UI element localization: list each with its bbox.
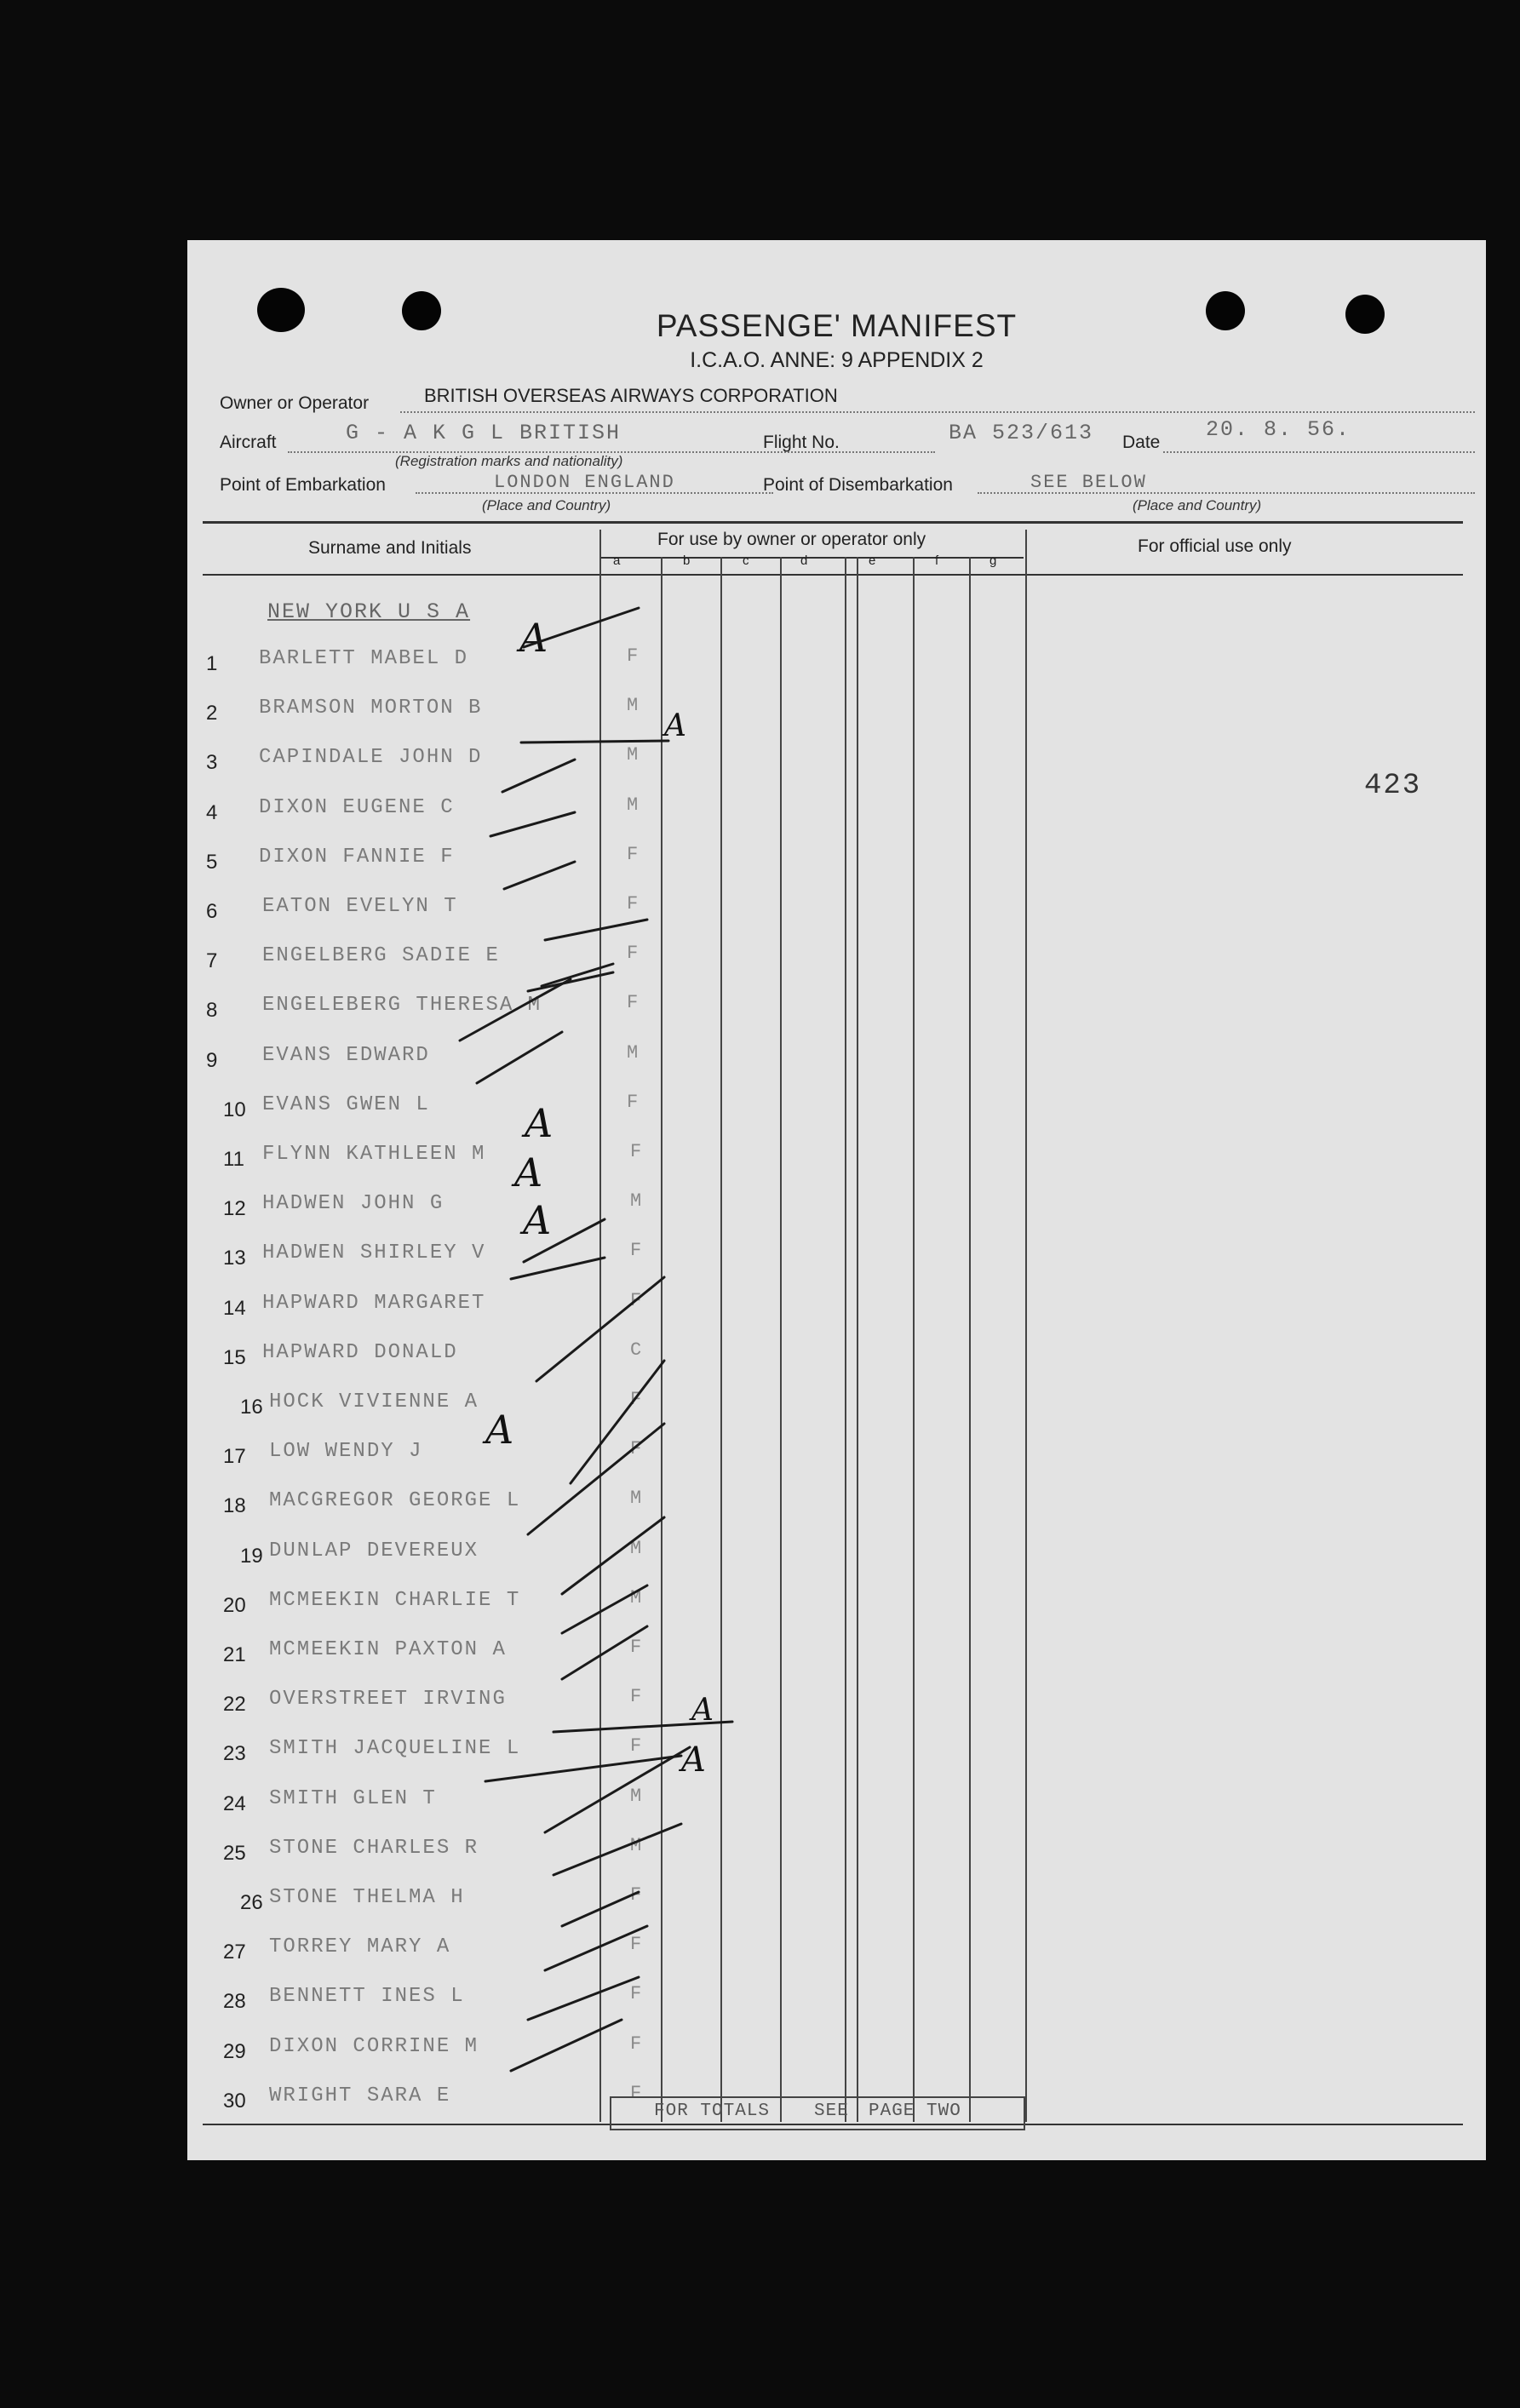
passenger-number: 15 bbox=[223, 1346, 246, 1369]
passenger-name: HOCK VIVIENNE A bbox=[269, 1390, 479, 1413]
passenger-number: 19 bbox=[240, 1545, 263, 1568]
passenger-name: HADWEN SHIRLEY V bbox=[262, 1241, 486, 1264]
passenger-name: BARLETT MABEL D bbox=[259, 647, 469, 670]
passenger-sex: M bbox=[630, 1587, 642, 1608]
registration-note: (Registration marks and nationality) bbox=[395, 453, 623, 469]
passenger-sex: F bbox=[627, 893, 639, 914]
passenger-name: DIXON FANNIE F bbox=[259, 846, 455, 869]
passenger-name: MCMEEKIN CHARLIE T bbox=[269, 1589, 521, 1612]
check-mark-row11: A bbox=[525, 1100, 554, 1146]
passenger-number: 24 bbox=[223, 1792, 246, 1815]
passenger-number: 29 bbox=[223, 2040, 246, 2063]
passenger-sex: F bbox=[627, 992, 639, 1013]
aircraft-label: Aircraft bbox=[220, 433, 277, 452]
check-mark-row13: A bbox=[523, 1197, 552, 1243]
passenger-number: 16 bbox=[240, 1396, 263, 1419]
passenger-number: 4 bbox=[206, 801, 218, 824]
passenger-number: 10 bbox=[223, 1098, 246, 1121]
passenger-sex: M bbox=[627, 794, 639, 816]
surname-header: Surname and Initials bbox=[308, 538, 472, 558]
date-label: Date bbox=[1122, 433, 1161, 452]
passenger-number: 27 bbox=[223, 1941, 246, 1964]
owner-use-header: For use by owner or operator only bbox=[657, 530, 926, 549]
passenger-name: DIXON EUGENE C bbox=[259, 796, 455, 819]
footer-see: SEE bbox=[814, 2101, 849, 2121]
passenger-number: 9 bbox=[206, 1049, 218, 1072]
passenger-sex: M bbox=[627, 744, 639, 765]
check-mark-row23: A bbox=[691, 1693, 714, 1728]
passenger-number: 17 bbox=[223, 1445, 246, 1468]
passenger-sex: M bbox=[630, 1190, 642, 1212]
passenger-number: 22 bbox=[223, 1693, 246, 1716]
passenger-name: SMITH GLEN T bbox=[269, 1787, 437, 1810]
passenger-name: TORREY MARY A bbox=[269, 1935, 451, 1958]
owner-label: Owner or Operator bbox=[220, 393, 370, 413]
passenger-sex: F bbox=[630, 2083, 642, 2104]
subcol-g: g bbox=[989, 553, 997, 568]
date-value: 20. 8. 56. bbox=[1206, 417, 1351, 442]
passenger-name: BENNETT INES L bbox=[269, 1985, 465, 2008]
passenger-name: OVERSTREET IRVING bbox=[269, 1688, 507, 1711]
subcol-c: c bbox=[743, 553, 749, 568]
passenger-number: 20 bbox=[223, 1594, 246, 1617]
passenger-sex: M bbox=[630, 1488, 642, 1509]
passenger-number: 5 bbox=[206, 851, 218, 874]
passenger-sex: F bbox=[630, 1141, 642, 1162]
passenger-number: 18 bbox=[223, 1494, 246, 1517]
passenger-sex: F bbox=[630, 1884, 642, 1906]
passenger-sex: F bbox=[627, 943, 639, 964]
passenger-number: 12 bbox=[223, 1197, 246, 1220]
passenger-sex: F bbox=[630, 1438, 642, 1459]
passenger-number: 3 bbox=[206, 751, 218, 774]
disembarkation-label: Point of Disembarkation bbox=[763, 475, 953, 495]
subcol-b: b bbox=[683, 553, 691, 568]
passenger-number: 8 bbox=[206, 999, 218, 1022]
passenger-name: FLYNN KATHLEEN M bbox=[262, 1143, 486, 1166]
passenger-number: 23 bbox=[223, 1742, 246, 1765]
embarkation-value: LONDON ENGLAND bbox=[494, 472, 675, 493]
footer-page-two: PAGE TWO bbox=[869, 2101, 961, 2121]
passenger-sex: F bbox=[630, 1934, 642, 1955]
passenger-sex: F bbox=[627, 844, 639, 865]
passenger-name: LOW WENDY J bbox=[269, 1440, 423, 1463]
passenger-name: DIXON CORRINE M bbox=[269, 2035, 479, 2058]
passenger-name: HADWEN JOHN G bbox=[262, 1192, 445, 1215]
passenger-number: 30 bbox=[223, 2090, 246, 2113]
owner-value: BRITISH OVERSEAS AIRWAYS CORPORATION bbox=[424, 385, 838, 406]
subcol-e: e bbox=[869, 553, 876, 568]
passenger-sex: M bbox=[630, 1538, 642, 1559]
flight-value: BA 523/613 bbox=[949, 421, 1094, 445]
manifest-sheet bbox=[187, 240, 1486, 2160]
passenger-name: STONE CHARLES R bbox=[269, 1837, 479, 1860]
subcol-a: a bbox=[613, 553, 621, 568]
passenger-number: 26 bbox=[240, 1891, 263, 1914]
passenger-name: MACGREGOR GEORGE L bbox=[269, 1489, 521, 1512]
check-mark-row1: A bbox=[519, 615, 548, 661]
passenger-number: 2 bbox=[206, 702, 218, 725]
passenger-number: 1 bbox=[206, 652, 218, 675]
disembarkation-value: SEE BELOW bbox=[1030, 472, 1147, 493]
passenger-name: WRIGHT SARA E bbox=[269, 2084, 451, 2107]
flight-label: Flight No. bbox=[763, 433, 840, 452]
passenger-name: EVANS EDWARD bbox=[262, 1044, 430, 1067]
disembarkation-note: (Place and Country) bbox=[1133, 497, 1262, 513]
passenger-number: 21 bbox=[223, 1643, 246, 1666]
passenger-number: 6 bbox=[206, 900, 218, 923]
embarkation-label: Point of Embarkation bbox=[220, 475, 386, 495]
passenger-sex: M bbox=[627, 695, 639, 716]
embarkation-note: (Place and Country) bbox=[482, 497, 611, 513]
passenger-name: MCMEEKIN PAXTON A bbox=[269, 1638, 507, 1661]
passenger-sex: F bbox=[630, 1637, 642, 1658]
passenger-sex: F bbox=[627, 1092, 639, 1113]
passenger-sex: M bbox=[630, 1786, 642, 1807]
passenger-name: ENGELBERG SADIE E bbox=[262, 944, 500, 967]
destination-heading: NEW YORK U S A bbox=[267, 599, 471, 624]
passenger-name: EVANS GWEN L bbox=[262, 1093, 430, 1116]
passenger-sex: C bbox=[630, 1339, 642, 1361]
passenger-sex: F bbox=[630, 2033, 642, 2055]
passenger-sex: M bbox=[630, 1835, 642, 1856]
passenger-name: ENGELEBERG THERESA M bbox=[262, 994, 542, 1017]
aircraft-value: G - A K G L BRITISH bbox=[346, 421, 622, 445]
passenger-sex: F bbox=[630, 1389, 642, 1410]
passenger-number: 11 bbox=[223, 1148, 244, 1171]
passenger-name: HAPWARD DONALD bbox=[262, 1341, 458, 1364]
passenger-number: 14 bbox=[223, 1297, 246, 1320]
official-use-header: For official use only bbox=[1138, 536, 1292, 556]
subcol-d: d bbox=[800, 553, 808, 568]
check-mark-row3: A bbox=[664, 708, 686, 743]
passenger-sex: F bbox=[630, 1983, 642, 2004]
subcol-f: f bbox=[935, 553, 939, 568]
passenger-name: HAPWARD MARGARET bbox=[262, 1292, 486, 1315]
check-mark-row12: A bbox=[514, 1150, 543, 1195]
passenger-name: STONE THELMA H bbox=[269, 1886, 465, 1909]
passenger-name: DUNLAP DEVEREUX bbox=[269, 1539, 479, 1562]
manifest-subtitle: I.C.A.O. ANNE: 9 APPENDIX 2 bbox=[690, 348, 984, 372]
side-number: 423 bbox=[1364, 770, 1422, 802]
passenger-sex: F bbox=[630, 1290, 642, 1311]
pencil-ticks bbox=[187, 240, 1486, 2160]
passenger-sex: F bbox=[627, 645, 639, 667]
passenger-number: 7 bbox=[206, 949, 218, 972]
passenger-number: 28 bbox=[223, 1990, 246, 2013]
passenger-name: SMITH JACQUELINE L bbox=[269, 1737, 521, 1760]
check-mark-row24: A bbox=[681, 1740, 706, 1780]
check-mark-row17: A bbox=[485, 1407, 514, 1453]
passenger-sex: F bbox=[630, 1240, 642, 1261]
footer-for-totals: FOR TOTALS bbox=[654, 2101, 771, 2121]
passenger-number: 25 bbox=[223, 1842, 246, 1865]
manifest-title: PASSENGE' MANIFEST bbox=[656, 308, 1018, 343]
passenger-sex: F bbox=[630, 1686, 642, 1707]
passenger-name: EATON EVELYN T bbox=[262, 895, 458, 918]
passenger-name: BRAMSON MORTON B bbox=[259, 697, 483, 720]
passenger-sex: F bbox=[630, 1735, 642, 1757]
passenger-name: CAPINDALE JOHN D bbox=[259, 746, 483, 769]
passenger-sex: M bbox=[627, 1042, 639, 1064]
passenger-number: 13 bbox=[223, 1247, 246, 1270]
